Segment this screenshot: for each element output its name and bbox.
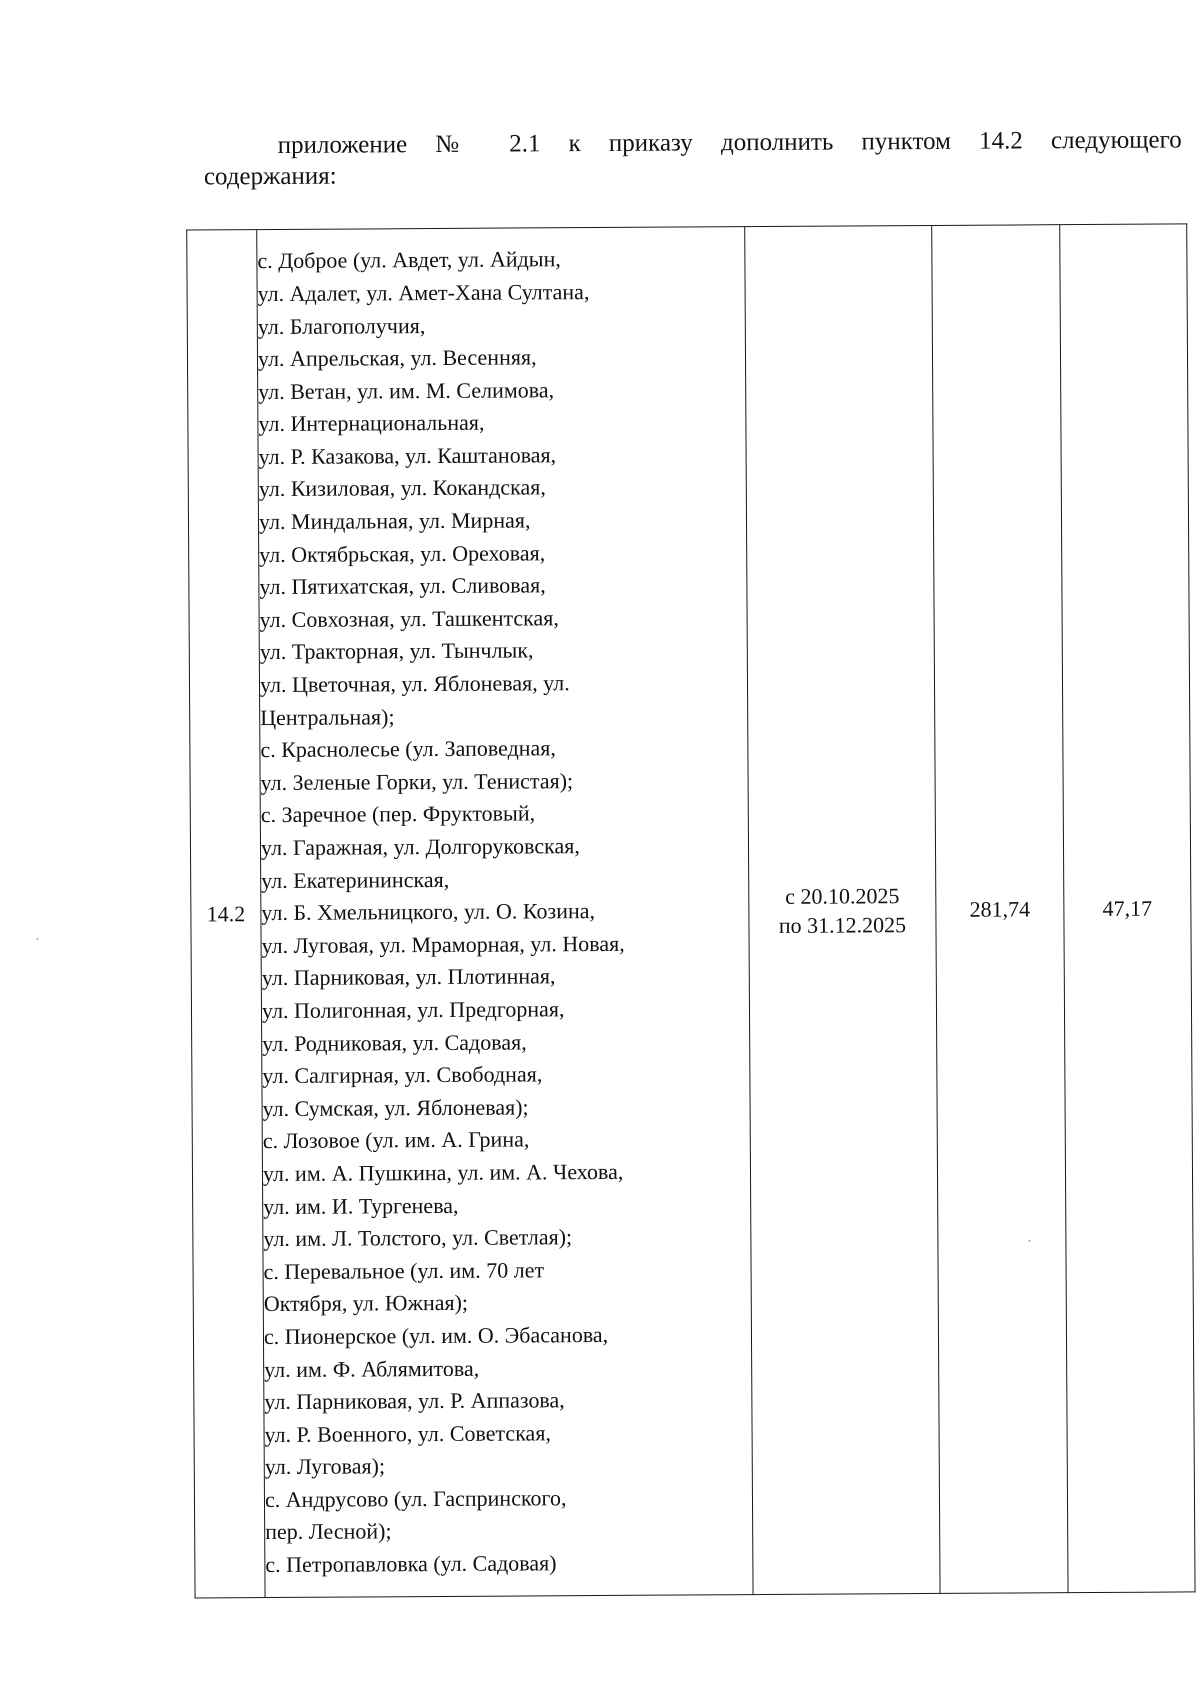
- address-line: Октября, ул. Южная);: [263, 1290, 469, 1317]
- value-cell-1: 281,74: [932, 225, 1068, 1594]
- address-line: ул. им. Ф. Аблямитова,: [264, 1355, 480, 1382]
- address-line: ул. Сумская, ул. Яблоневая);: [262, 1094, 529, 1121]
- address-line: ул. Интернациональная,: [258, 409, 485, 437]
- address-line: ул. им. А. Пушкина, ул. им. А. Чехова,: [262, 1158, 624, 1187]
- address-line: ул. Кизиловая, ул. Кокандская,: [258, 474, 546, 502]
- address-line: с. Доброе (ул. Авдет, ул. Айдын,: [257, 246, 561, 274]
- address-line: ул. Гаражная, ул. Долгоруковская,: [260, 833, 580, 861]
- address-line: ул. Салгирная, ул. Свободная,: [262, 1061, 543, 1089]
- scan-speck: [37, 938, 39, 939]
- value-cell-2: 47,17: [1060, 224, 1195, 1593]
- address-line: с. Краснолесье (ул. Заповедная,: [260, 735, 556, 763]
- address-line: с. Андрусово (ул. Гаспринского,: [264, 1485, 567, 1512]
- address-line: ул. Тракторная, ул. Тынчлык,: [259, 637, 534, 665]
- address-line: с. Заречное (пер. Фруктовый,: [260, 800, 536, 828]
- address-line: ул. Адалет, ул. Амет-Хана Султана,: [257, 278, 590, 307]
- address-line: с. Петропавловка (ул. Садовая): [265, 1550, 557, 1578]
- address-line: с. Лозовое (ул. им. А. Грина,: [262, 1126, 530, 1154]
- address-line: ул. Екатерининская,: [261, 866, 450, 893]
- address-line: ул. Парниковая, ул. Плотинная,: [261, 963, 556, 991]
- address-line: ул. Парниковая, ул. Р. Аппазова,: [264, 1387, 565, 1415]
- intro-text-line-2: содержания:: [203, 162, 337, 191]
- address-line: ул. Р. Казакова, ул. Каштановая,: [258, 442, 557, 469]
- address-line: ул. Р. Военного, ул. Советская,: [264, 1420, 551, 1447]
- intro-paragraph: [204, 124, 1182, 192]
- address-list-cell: [257, 227, 753, 1598]
- address-line: ул. им. Л. Толстого, ул. Светлая);: [263, 1224, 573, 1252]
- address-line: пер. Лесной);: [265, 1518, 392, 1545]
- address-line: ул. Совхозная, ул. Ташкентская,: [259, 605, 559, 632]
- table-row: [187, 224, 1195, 1598]
- address-line: с. Пионерское (ул. им. О. Эбасанова,: [263, 1321, 609, 1349]
- scan-speck: [1028, 1240, 1030, 1241]
- address-line: ул. Апрельская, ул. Весенняя,: [257, 344, 537, 372]
- item-number-cell: 14.2: [187, 230, 265, 1598]
- validity-period-cell: [745, 225, 940, 1594]
- address-line: ул. Октябрьская, ул. Ореховая,: [259, 540, 546, 567]
- address-line: с. Перевальное (ул. им. 70 лет: [263, 1257, 545, 1284]
- address-line: ул. Ветан, ул. им. М. Селимова,: [258, 376, 555, 404]
- address-line: ул. Полигонная, ул. Предгорная,: [261, 996, 565, 1024]
- address-line: ул. Родниковая, ул. Садовая,: [262, 1029, 527, 1056]
- address-line: ул. Б. Хмельницкого, ул. О. Козина,: [261, 898, 596, 926]
- tariff-table: [186, 223, 1195, 1598]
- address-line: ул. Миндальная, ул. Мирная,: [258, 507, 531, 535]
- address-line: ул. им. И. Тургенева,: [263, 1192, 459, 1219]
- intro-text-line-1: приложение № 2.1 к приказу дополнить пунктом 14.2 следующего: [277, 126, 1182, 159]
- address-line: ул. Благополучия,: [257, 312, 426, 339]
- address-line: ул. Луговая);: [264, 1453, 386, 1480]
- address-line: ул. Пятихатская, ул. Сливовая,: [259, 572, 546, 600]
- address-lines: [257, 242, 752, 1581]
- period-to: по 31.12.2025: [778, 911, 907, 938]
- address-line: Центральная);: [260, 703, 395, 730]
- address-line: ул. Луговая, ул. Мраморная, ул. Новая,: [261, 930, 625, 958]
- address-line: ул. Цветочная, ул. Яблоневая, ул.: [259, 670, 570, 698]
- address-line: ул. Зеленые Горки, ул. Тенистая);: [260, 767, 574, 795]
- period-from: с 20.10.2025: [785, 882, 900, 909]
